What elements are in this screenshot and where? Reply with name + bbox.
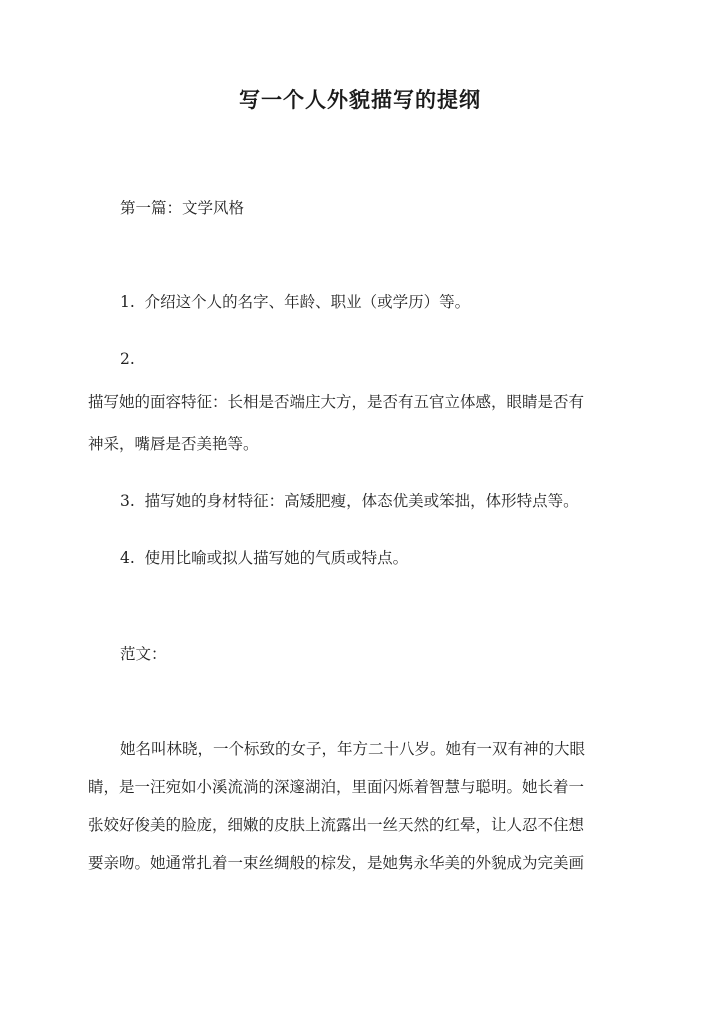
outline-text: 描写她的身材特征：高矮肥瘦，体态优美或笨拙，体形特点等。 [144, 492, 579, 510]
outline-item-3 [120, 489, 579, 513]
outline-number: 1. [120, 293, 135, 311]
outline-item-2-line-2: 神采，嘴唇是否美艳等。 [88, 435, 259, 453]
outline-text: 介绍这个人的名字、年龄、职业（或学历）等。 [144, 293, 471, 311]
sample-paragraph [88, 737, 633, 889]
document-title: 写一个人外貌描写的提纲 [239, 87, 481, 112]
outline-item-1 [120, 290, 470, 314]
sample-line: 睛，是一汪宛如小溪流淌的深邃湖泊，里面闪烁着智慧与聪明。她长着一 [88, 778, 585, 796]
sample-line: 张姣好俊美的脸庞，细嫩的皮肤上流露出一丝天然的红晕，让人忍不住想 [88, 816, 585, 834]
sample-line: 她名叫林晓，一个标致的女子，年方二十八岁。她有一双有神的大眼 [120, 740, 586, 758]
outline-number-2: 2. [120, 350, 135, 368]
outline-number: 3. [120, 492, 135, 510]
sample-line: 要亲吻。她通常扎着一束丝绸般的棕发，是她隽永华美的外貌成为完美画 [88, 854, 585, 872]
outline-item-4 [120, 546, 408, 570]
sample-label: 范文： [120, 645, 167, 663]
section-heading: 第一篇：文学风格 [120, 199, 245, 217]
outline-text: 使用比喻或拟人描写她的气质或特点。 [144, 549, 409, 567]
outline-item-2-line-1: 描写她的面容特征：长相是否端庄大方，是否有五官立体感，眼睛是否有 [88, 393, 585, 411]
outline-number: 4. [120, 549, 135, 567]
